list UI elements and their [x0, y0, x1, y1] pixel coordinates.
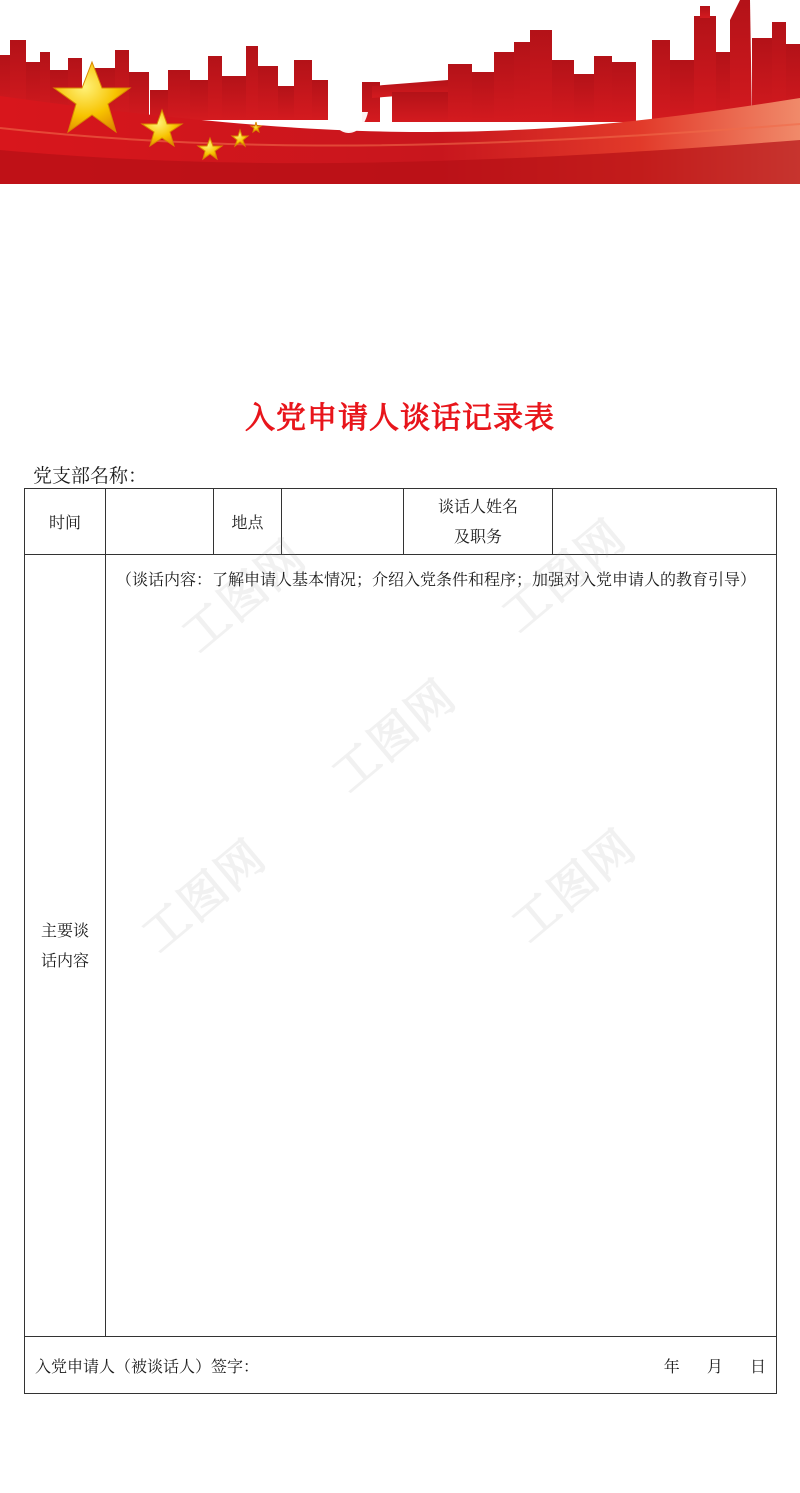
time-label: 时间 [25, 489, 106, 555]
banner-illustration [0, 0, 800, 190]
talker-label-line2: 及职务 [453, 526, 502, 546]
signature-label: 入党申请人（被谈话人）签字： [35, 1356, 260, 1376]
watermark: 工图网 [491, 508, 637, 643]
date-year-label: 年 [663, 1356, 680, 1376]
place-value-cell[interactable] [282, 489, 404, 555]
talker-name-title-label [404, 489, 553, 555]
date-day-label: 日 [749, 1356, 766, 1376]
party-branch-name-label: 党支部名称： [33, 465, 148, 487]
interview-record-table [24, 488, 777, 1394]
main-content-cell[interactable] [106, 555, 777, 1337]
talker-label-line1: 谈话人姓名 [437, 496, 518, 516]
talker-name-value-cell[interactable] [553, 489, 777, 555]
watermark: 工图网 [131, 828, 277, 963]
signature-row [25, 1337, 777, 1394]
signature-cell[interactable] [25, 1337, 777, 1394]
date-month-label: 月 [706, 1356, 723, 1376]
header-banner [0, 0, 800, 190]
content-label-line1: 主要谈 [40, 920, 89, 940]
document-title: 入党申请人谈话记录表 [245, 401, 555, 436]
watermark: 工图网 [171, 528, 317, 663]
watermark: 工图网 [501, 818, 647, 953]
city-skyline-icon [0, 0, 800, 122]
main-content-label [25, 555, 106, 1337]
signature-wrap [35, 1354, 766, 1377]
content-label-line2: 话内容 [40, 950, 89, 970]
place-label: 地点 [214, 489, 282, 555]
content-hint-text: （谈话内容：了解申请人基本情况；介绍入党条件和程序；加强对入党申请人的教育引导） [116, 570, 757, 589]
content-row [25, 555, 777, 1337]
header-row [25, 489, 777, 555]
time-value-cell[interactable] [106, 489, 214, 555]
signature-date [642, 1354, 766, 1377]
watermark: 工图网 [321, 668, 467, 803]
